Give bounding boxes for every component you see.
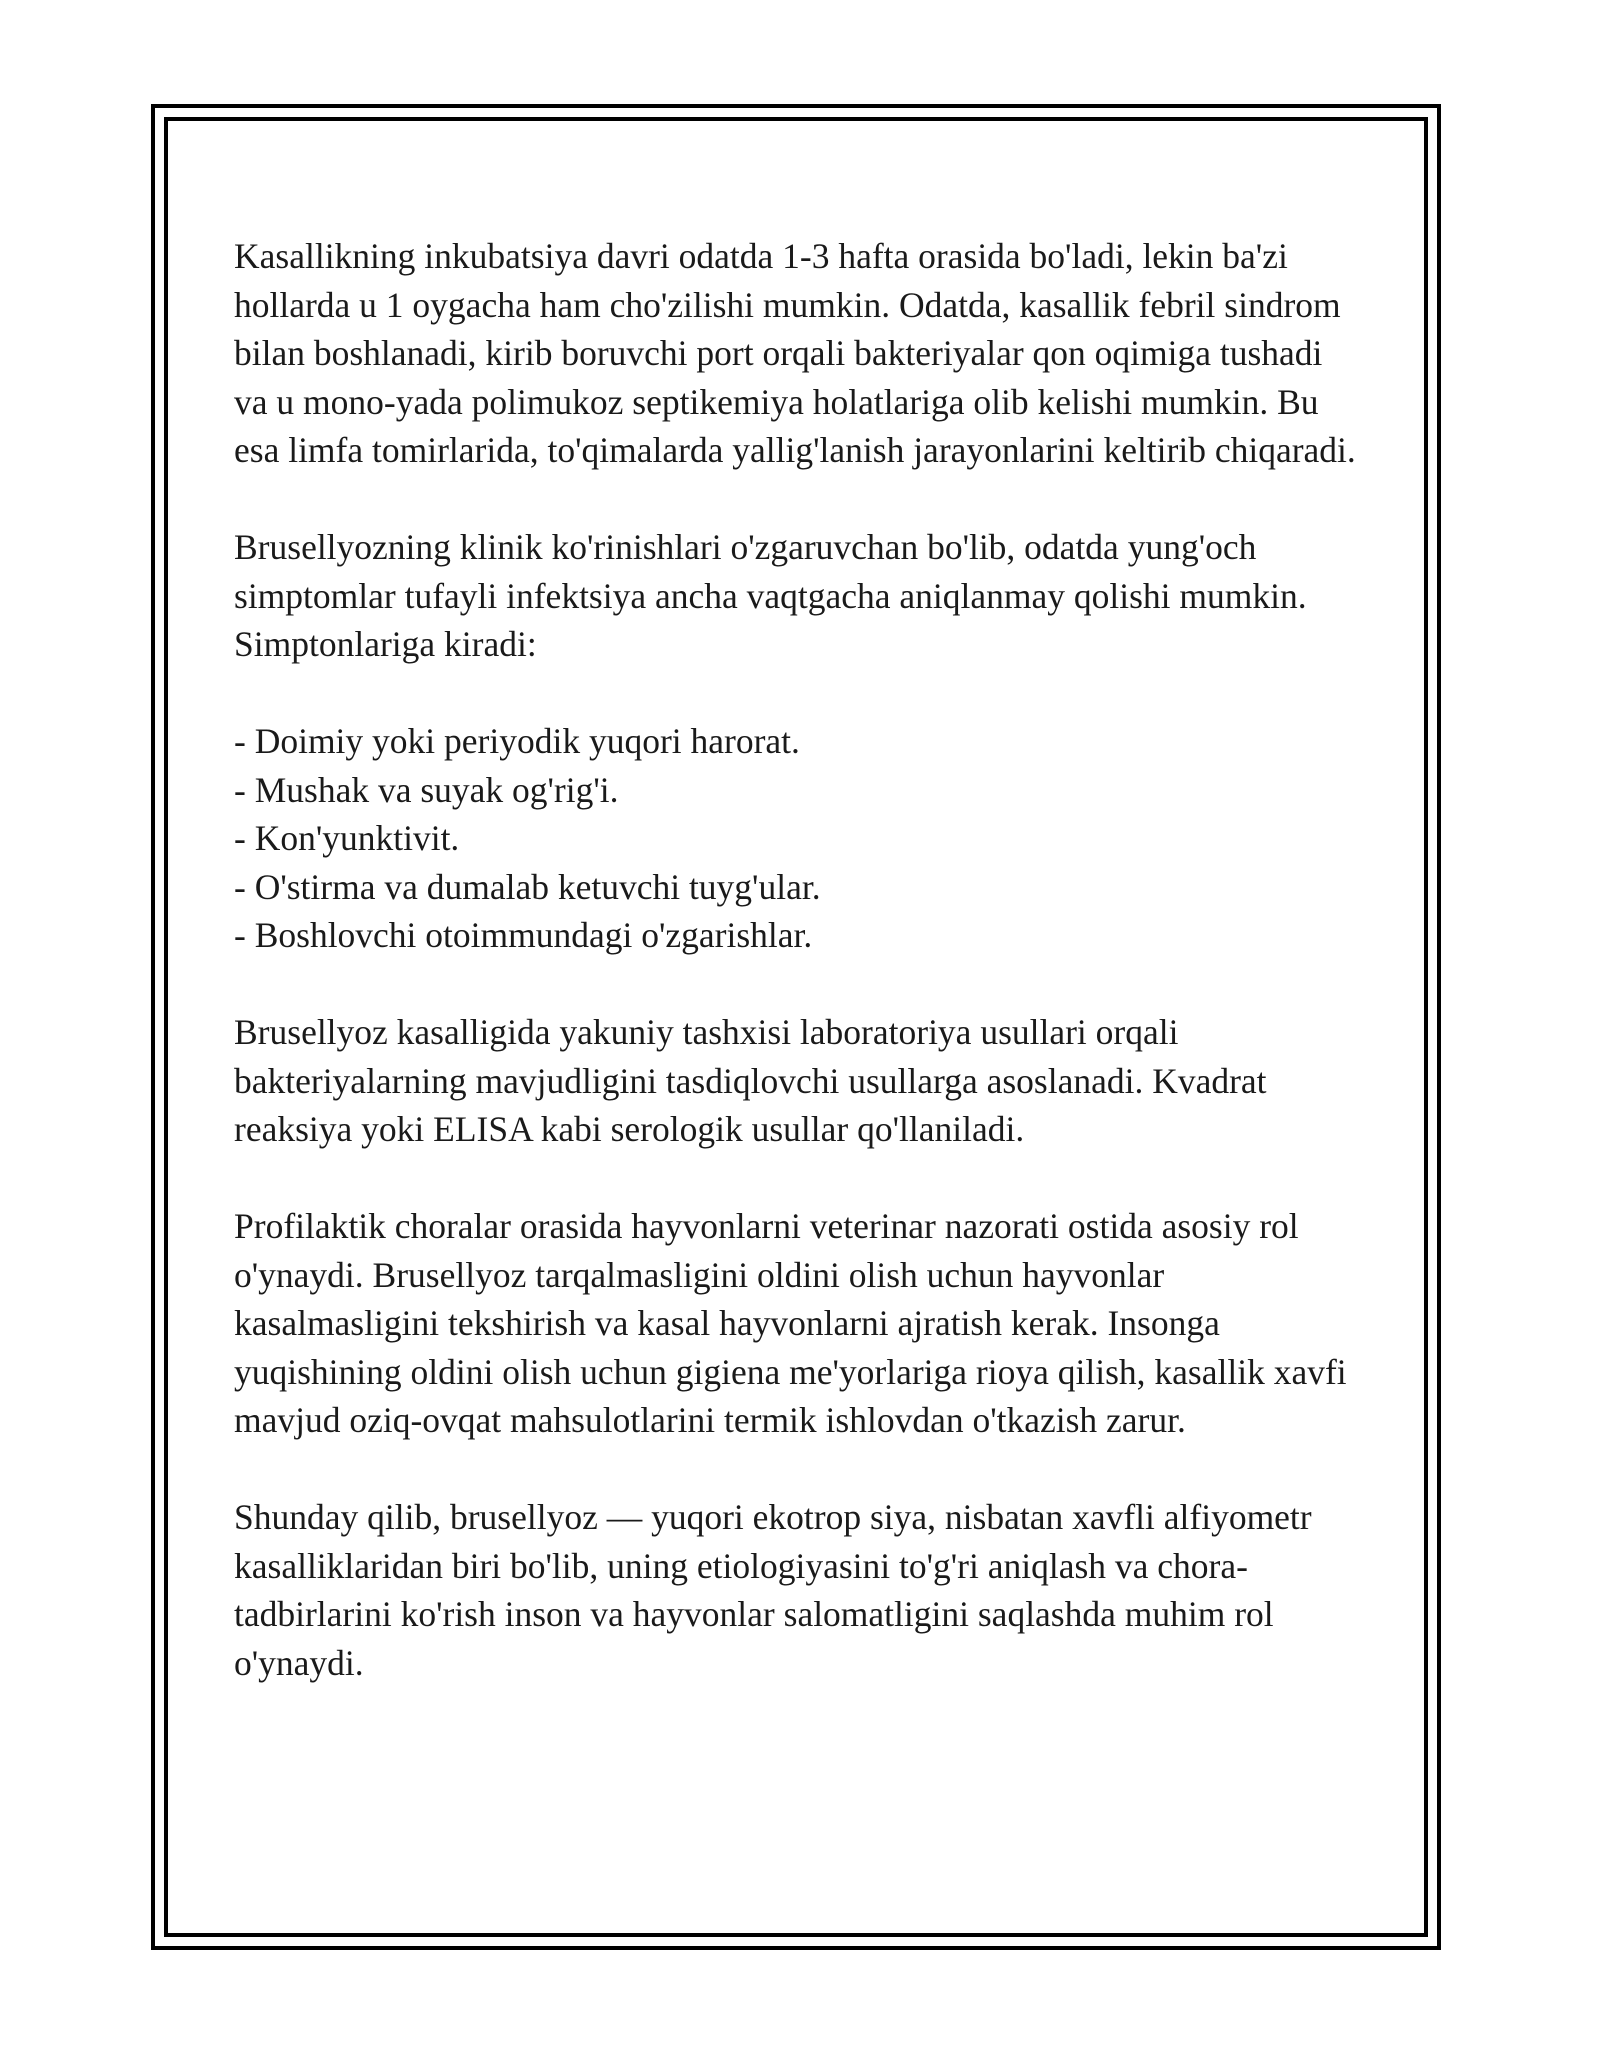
paragraph-clinical-signs: Brusellyozning klinik ko'rinishlari o'zgaruvchan bo'lib, odatda yung'och simptomlar tufayli infektsiya ancha vaqtgacha aniqlanmay qolishi mumkin. Simptonlariga kiradi: [234,527,1307,664]
list-item: - Kon'yunktivit. [234,818,460,858]
paragraph-diagnosis: Brusellyoz kasalligida yakuniy tashxisi laboratoriya usullari orqali bakteriyalarning mavjudligini tasdiqlovchi usullarga asoslanadi. Kvadrat reaksiya yoki ELISA kabi serologik usullar qo'llaniladi. [234,1012,1267,1149]
document-body [234,232,1364,1736]
list-item: - O'stirma va dumalab ketuvchi tuyg'ular. [234,866,821,907]
list-item: - Boshlovchi otoimmundagi o'zgarishlar. [234,915,813,955]
paragraph-conclusion: Shunday qilib, brusellyoz — yuqori ekotrop siya, nisbatan xavfli alfiyometr kasalliklaridan biri bo'lib, uning etiologiyasini to'g'ri aniqlash va chora-tadbirlarini ko'rish inson va hayvonlar salomatligini saqlashda muhim rol o'ynaydi. [234,1497,1312,1683]
list-item: - Doimiy yoki periyodik yuqori harorat. [234,721,800,761]
paragraph-prevention: Profilaktik choralar orasida hayvonlarni veterinar nazorati ostida asosiy rol o'ynaydi. Brusellyoz tarqalmasligini oldini olish uchun hayvonlar kasalmasligini tekshirish va kasal hayvonlarni ajratish kerak. Insonga yuqishining oldini olish uchun gigiena me'yorlariga rioya qilish, kasallik xavfi mavjud oziq-ovqat mahsulotlarini termik ishlovdan o'tkazish zarur. [234,1206,1347,1440]
paragraph-incubation: Kasallikning inkubatsiya davri odatda 1-3 hafta orasida bo'ladi, lekin ba'zi hollarda u 1 oygacha ham cho'zilishi mumkin. Odatda, kasallik febril sindrom bilan boshlanadi, kirib boruvchi port orqali bakteriyalar qon oqimiga tushadi va u mono-yada polimukoz septikemiya holatlariga olib kelishi mumkin. Bu esa limfa tomirlarida, to'qimalarda yallig'lanish jarayonlarini keltirib chiqaradi. [234,236,1356,470]
symptoms-list [234,717,1364,960]
list-item: - Mushak va suyak og'rig'i. [234,769,619,810]
